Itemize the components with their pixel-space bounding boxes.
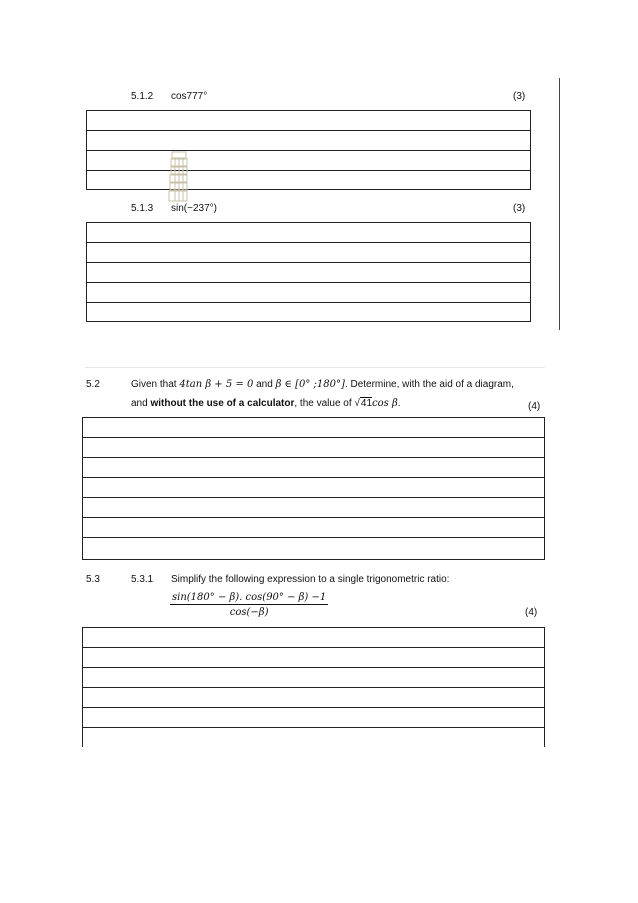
answer-line[interactable] [83, 458, 544, 478]
fraction-expression [170, 592, 328, 618]
q52-line2-end: . [397, 398, 401, 409]
answer-line[interactable] [87, 151, 530, 171]
answer-line[interactable] [87, 223, 530, 243]
answer-line[interactable] [83, 538, 544, 558]
sqrt-symbol: √41 [354, 398, 373, 409]
fraction-numerator: sin(180° − β). cos(90° − β) −1 [172, 592, 327, 603]
q52-line2-expr: cos β [372, 398, 398, 409]
answer-line[interactable] [83, 668, 544, 688]
question-5-3-1-instruction: Simplify the following expression to a single trigonometric ratio: [171, 574, 450, 585]
marks-5-1-3: (3) [513, 203, 526, 214]
answer-line[interactable] [83, 728, 544, 748]
question-number-5-1-3: 5.1.3 [131, 203, 154, 214]
q52-and: and [256, 379, 273, 390]
fraction-denominator: cos(−β) [229, 607, 269, 618]
answer-line[interactable] [83, 628, 544, 648]
answer-line[interactable] [83, 418, 544, 438]
q52-equation: 4tan β + 5 = 0 [179, 379, 254, 390]
question-expression-5-1-2: cos777° [171, 91, 208, 102]
question-5-2-line-2 [131, 398, 401, 409]
answer-line[interactable] [87, 131, 530, 151]
question-number-5-1-2: 5.1.2 [131, 91, 154, 102]
margin-line [559, 78, 560, 330]
question-number-5-2: 5.2 [86, 379, 100, 390]
q52-line2-bold: without the use of a calculator [150, 398, 295, 409]
question-expression-5-1-3: sin(−237°) [171, 203, 217, 214]
answer-line[interactable] [87, 303, 530, 323]
answer-line[interactable] [83, 478, 544, 498]
answer-box-5-3-1[interactable] [82, 627, 545, 747]
answer-line[interactable] [83, 438, 544, 458]
answer-line[interactable] [83, 688, 544, 708]
q52-condition: β ∈ [0° ;180°] [275, 379, 345, 390]
answer-box-5-1-3[interactable] [86, 222, 531, 322]
q52-line2-prefix: and [131, 398, 148, 409]
answer-line[interactable] [87, 111, 530, 131]
answer-line[interactable] [83, 518, 544, 538]
answer-line[interactable] [83, 498, 544, 518]
question-number-5-3-1: 5.3.1 [131, 574, 154, 585]
answer-box-5-2[interactable] [82, 417, 545, 560]
marks-5-1-2: (3) [513, 91, 526, 102]
q52-line2-mid: , the value of [294, 398, 352, 409]
answer-line[interactable] [87, 171, 530, 191]
answer-box-5-1-2[interactable] [86, 110, 531, 190]
sqrt-radicand: 41 [360, 398, 373, 409]
question-number-5-3: 5.3 [86, 574, 100, 585]
section-separator [85, 367, 545, 368]
leaning-tower-watermark-icon [168, 150, 190, 204]
answer-line[interactable] [87, 243, 530, 263]
answer-line[interactable] [83, 708, 544, 728]
answer-line[interactable] [87, 263, 530, 283]
answer-line[interactable] [87, 283, 530, 303]
q52-line1-prefix: Given that [131, 379, 177, 390]
q52-line1-suffix: . Determine, with the aid of a diagram, [344, 379, 514, 390]
answer-line[interactable] [83, 648, 544, 668]
marks-5-2: (4) [528, 401, 541, 412]
marks-5-3-1: (4) [525, 607, 538, 618]
question-5-2-line-1 [131, 379, 514, 390]
